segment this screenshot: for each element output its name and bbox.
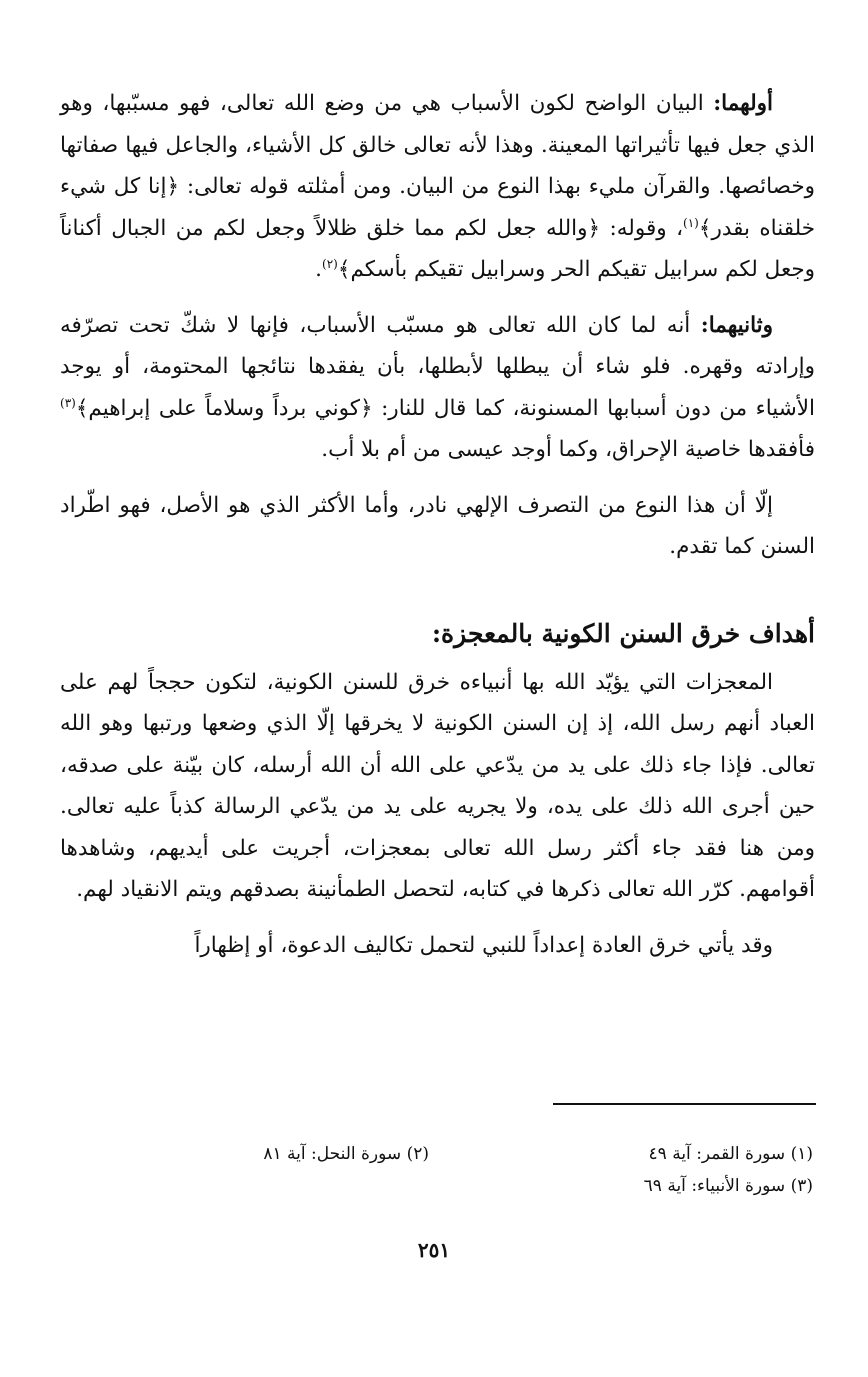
footnotes: [253, 1138, 813, 1202]
paragraph-continuation: وقد يأتي خرق العادة إعداداً للنبي لتحمل تكاليف الدعوة، أو إظهاراً: [194, 932, 773, 958]
paragraph-text: أنه لما كان الله تعالى هو مسبّب الأسباب، فإنها لا شكّ تحت تصرّفه وإرادته وقهره. فلو شاء أن يبطلها لأبطلها، بأن يفقدها نتائجها المحتومة، أو يوجد الأشياء من دون أسبابها المسنونة، كما قال للنار: ﴿كوني برداً وسلاماً على إبراهيم﴾: [60, 312, 815, 421]
lead-word: وثانيهما:: [700, 312, 773, 338]
footnote-1: (١) سورة القمر: آية ٤٩: [648, 1144, 813, 1164]
footnote-divider: [553, 1103, 816, 1105]
paragraph-text: ، وقوله: ﴿والله جعل لكم مما خلق ظلالاً وجعل لكم من الجبال أكناناً وجعل لكم سرابيل تقيكم الحر وسرابيل تقيكم بأسكم﴾: [60, 215, 815, 282]
footnote-ref: (١): [683, 215, 699, 230]
footnote-3: (٣) سورة الأنبياء: آية ٦٩: [643, 1176, 813, 1196]
main-text: [60, 83, 815, 980]
section-heading: أهداف خرق السنن الكونية بالمعجزة:: [431, 618, 815, 648]
footnote-row: [253, 1138, 813, 1170]
footnote-ref: (٢): [322, 256, 338, 271]
page-number: ٢٥١: [417, 1238, 451, 1262]
footnote-2: (٢) سورة النحل: آية ٨١: [263, 1144, 429, 1164]
lead-word: أولهما:: [713, 91, 773, 116]
paragraph-text: البيان الواضح لكون الأسباب هي من وضع الله تعالى، فهو مسبّبها، وهو الذي جعل فيها تأثيراتها المعينة. وهذا لأنه تعالى خالق كل الأشياء، والجاعل فيها صفاتها وخصائصها. والقرآن مليء بهذا النوع من البيان. ومن أمثلته قوله تعالى: ﴿إنا كل شيء خلقناه بقدر﴾: [60, 91, 815, 241]
paragraph-text: فأفقدها خاصية الإحراق، وكما أوجد عيسى من أم بلا أب.: [321, 437, 815, 462]
paragraph-miracles: المعجزات التي يؤيّد الله بها أنبياءه خرق للسنن الكونية، لتكون حججاً لهم على العباد أنهم رسل الله، إذ إن السنن الكونية لا يخرقها إلّا الذي وضعها ورتبها وهو الله تعالى. فإذا جاء ذلك على يد من يدّعي على الله أن الله أرسله، كان بيّنة على صدقه، حين أجرى الله ذلك على يده، ولا يجريه على يد من يدّعي الرسالة كذباً عليه تعالى. ومن هنا فقد جاء أكثر رسل الله تعالى بمعجزات، أجريت على أيديهم، وشاهدها أقوامهم. كرّر الله تعالى ذكرها في كتابه، لتحصل الطمأنينة بصدقهم ويتم الانقياد لهم.: [60, 669, 815, 902]
paragraph-first-point: [60, 83, 815, 291]
paragraph-second-point: [60, 305, 815, 471]
paragraph-exception: إلّا أن هذا النوع من التصرف الإلهي نادر، وأما الأكثر الذي هو الأصل، فهو اطّراد السنن كما تقدم.: [60, 492, 815, 559]
paragraph-text: .: [315, 257, 323, 282]
footnote-ref: (٣): [60, 395, 76, 410]
